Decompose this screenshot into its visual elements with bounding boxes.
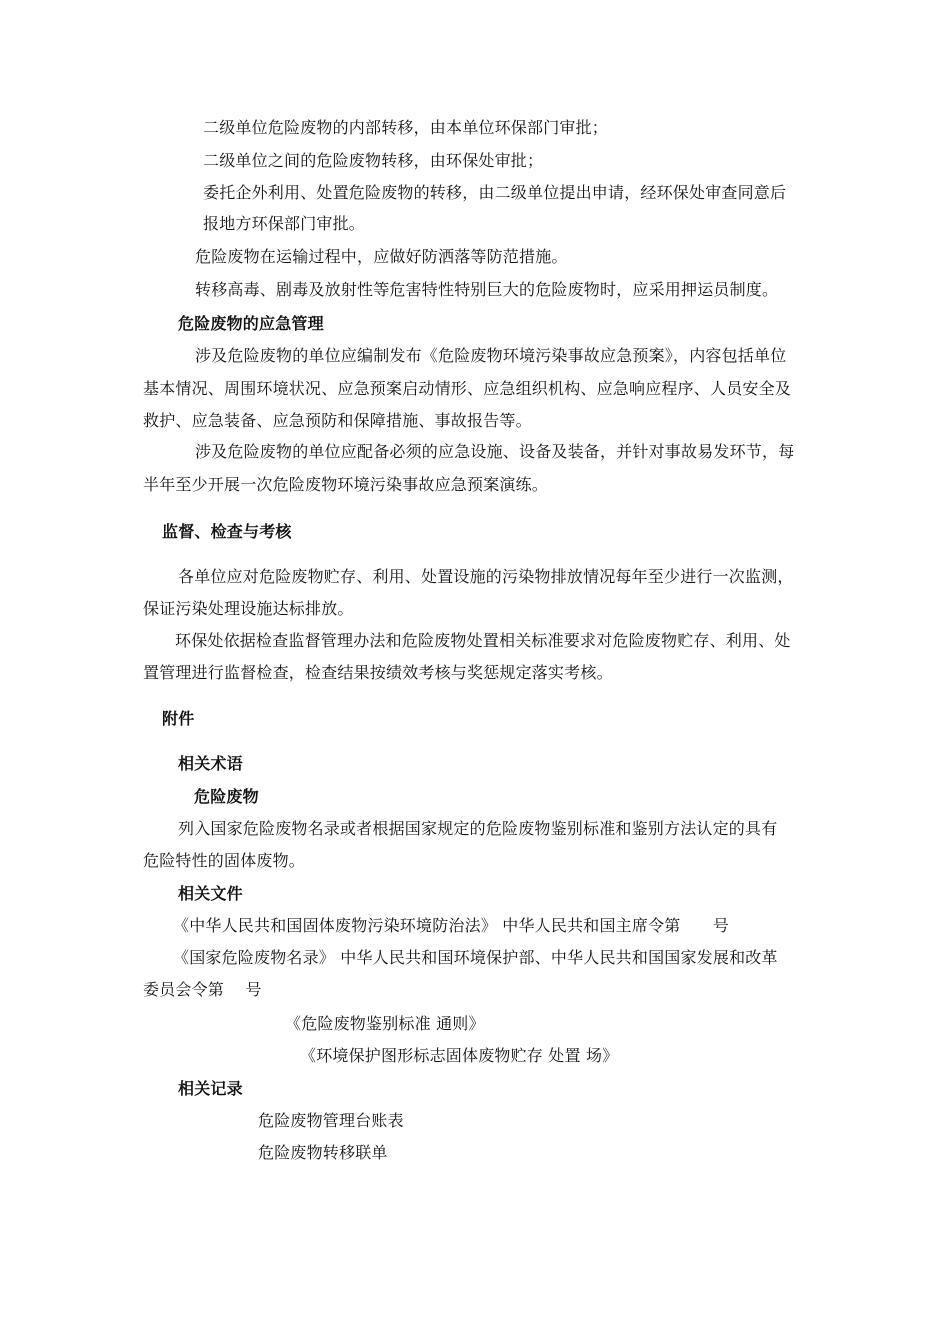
term-definition-line1: 列入国家危险废物名录或者根据国家规定的危险废物鉴别标准和鉴别方法认定的具有	[178, 819, 778, 838]
related-file-2-line2: 委员会令第 号	[143, 980, 262, 999]
terms-heading: 相关术语	[178, 754, 243, 773]
related-file-2-line1: 《国家危险废物名录》 中华人民共和国环境保护部、中华人民共和国国家发展和改革	[173, 948, 778, 967]
appendix-heading: 附件	[162, 709, 195, 728]
supervision-p1-line1: 各单位应对危险废物贮存、利用、处置设施的污染物排放情况每年至少进行一次监测，	[178, 567, 794, 586]
related-file-1: 《中华人民共和国固体废物污染环境防治法》 中华人民共和国主席令第 号	[173, 916, 730, 935]
emergency-p2-line1: 涉及危险废物的单位应配备必须的应急设施、设备及装备，并针对事故易发环节，每	[195, 442, 795, 461]
transfer-rule-escort: 转移高毒、剧毒及放射性等危害特性特别巨大的危险废物时，应采用押运员制度。	[195, 280, 779, 299]
supervision-p1-line2: 保证污染处理设施达标排放。	[143, 599, 354, 618]
emergency-p1-line3: 救护、应急装备、应急预防和保障措施、事故报告等。	[143, 411, 532, 430]
emergency-p2-line2: 半年至少开展一次危险废物环境污染事故应急预案演练。	[143, 475, 549, 494]
supervision-heading: 监督、检查与考核	[162, 522, 292, 541]
files-heading: 相关文件	[178, 884, 243, 903]
records-heading: 相关记录	[178, 1079, 243, 1098]
transfer-rule-external-line1: 委托企外利用、处置危险废物的转移，由二级单位提出申请，经环保处审查同意后	[203, 183, 787, 202]
transfer-rule-external-line2: 报地方环保部门审批。	[203, 214, 366, 233]
term-name: 危险废物	[194, 787, 259, 806]
supervision-p2-line1: 环保处依据检查监督管理办法和危险废物处置相关标准要求对危险废物贮存、利用、处	[175, 631, 791, 650]
transfer-rule-internal: 二级单位危险废物的内部转移，由本单位环保部门审批；	[203, 118, 609, 137]
supervision-p2-line2: 置管理进行监督检查，检查结果按绩效考核与奖惩规定落实考核。	[143, 663, 613, 682]
term-definition-line2: 危险特性的固体废物。	[143, 851, 306, 870]
emergency-p1-line2: 基本情况、周围环境状况、应急预案启动情形、应急组织机构、应急响应程序、人员安全及	[143, 379, 792, 398]
transfer-rule-transport: 危险废物在运输过程中，应做好防洒落等防范措施。	[195, 247, 568, 266]
transfer-rule-between-units: 二级单位之间的危险废物转移，由环保处审批；	[203, 151, 544, 170]
emergency-p1-line1: 涉及危险废物的单位应编制发布《危险废物环境污染事故应急预案》，内容包括单位	[195, 346, 787, 365]
emergency-heading: 危险废物的应急管理	[178, 314, 324, 333]
related-record-1: 危险废物管理台账表	[258, 1111, 404, 1130]
related-record-2: 危险废物转移联单	[258, 1143, 388, 1162]
related-file-3: 《危险废物鉴别标准 通则》	[285, 1014, 485, 1033]
related-file-4: 《环境保护图形标志固体废物贮存 处置 场》	[300, 1046, 619, 1065]
